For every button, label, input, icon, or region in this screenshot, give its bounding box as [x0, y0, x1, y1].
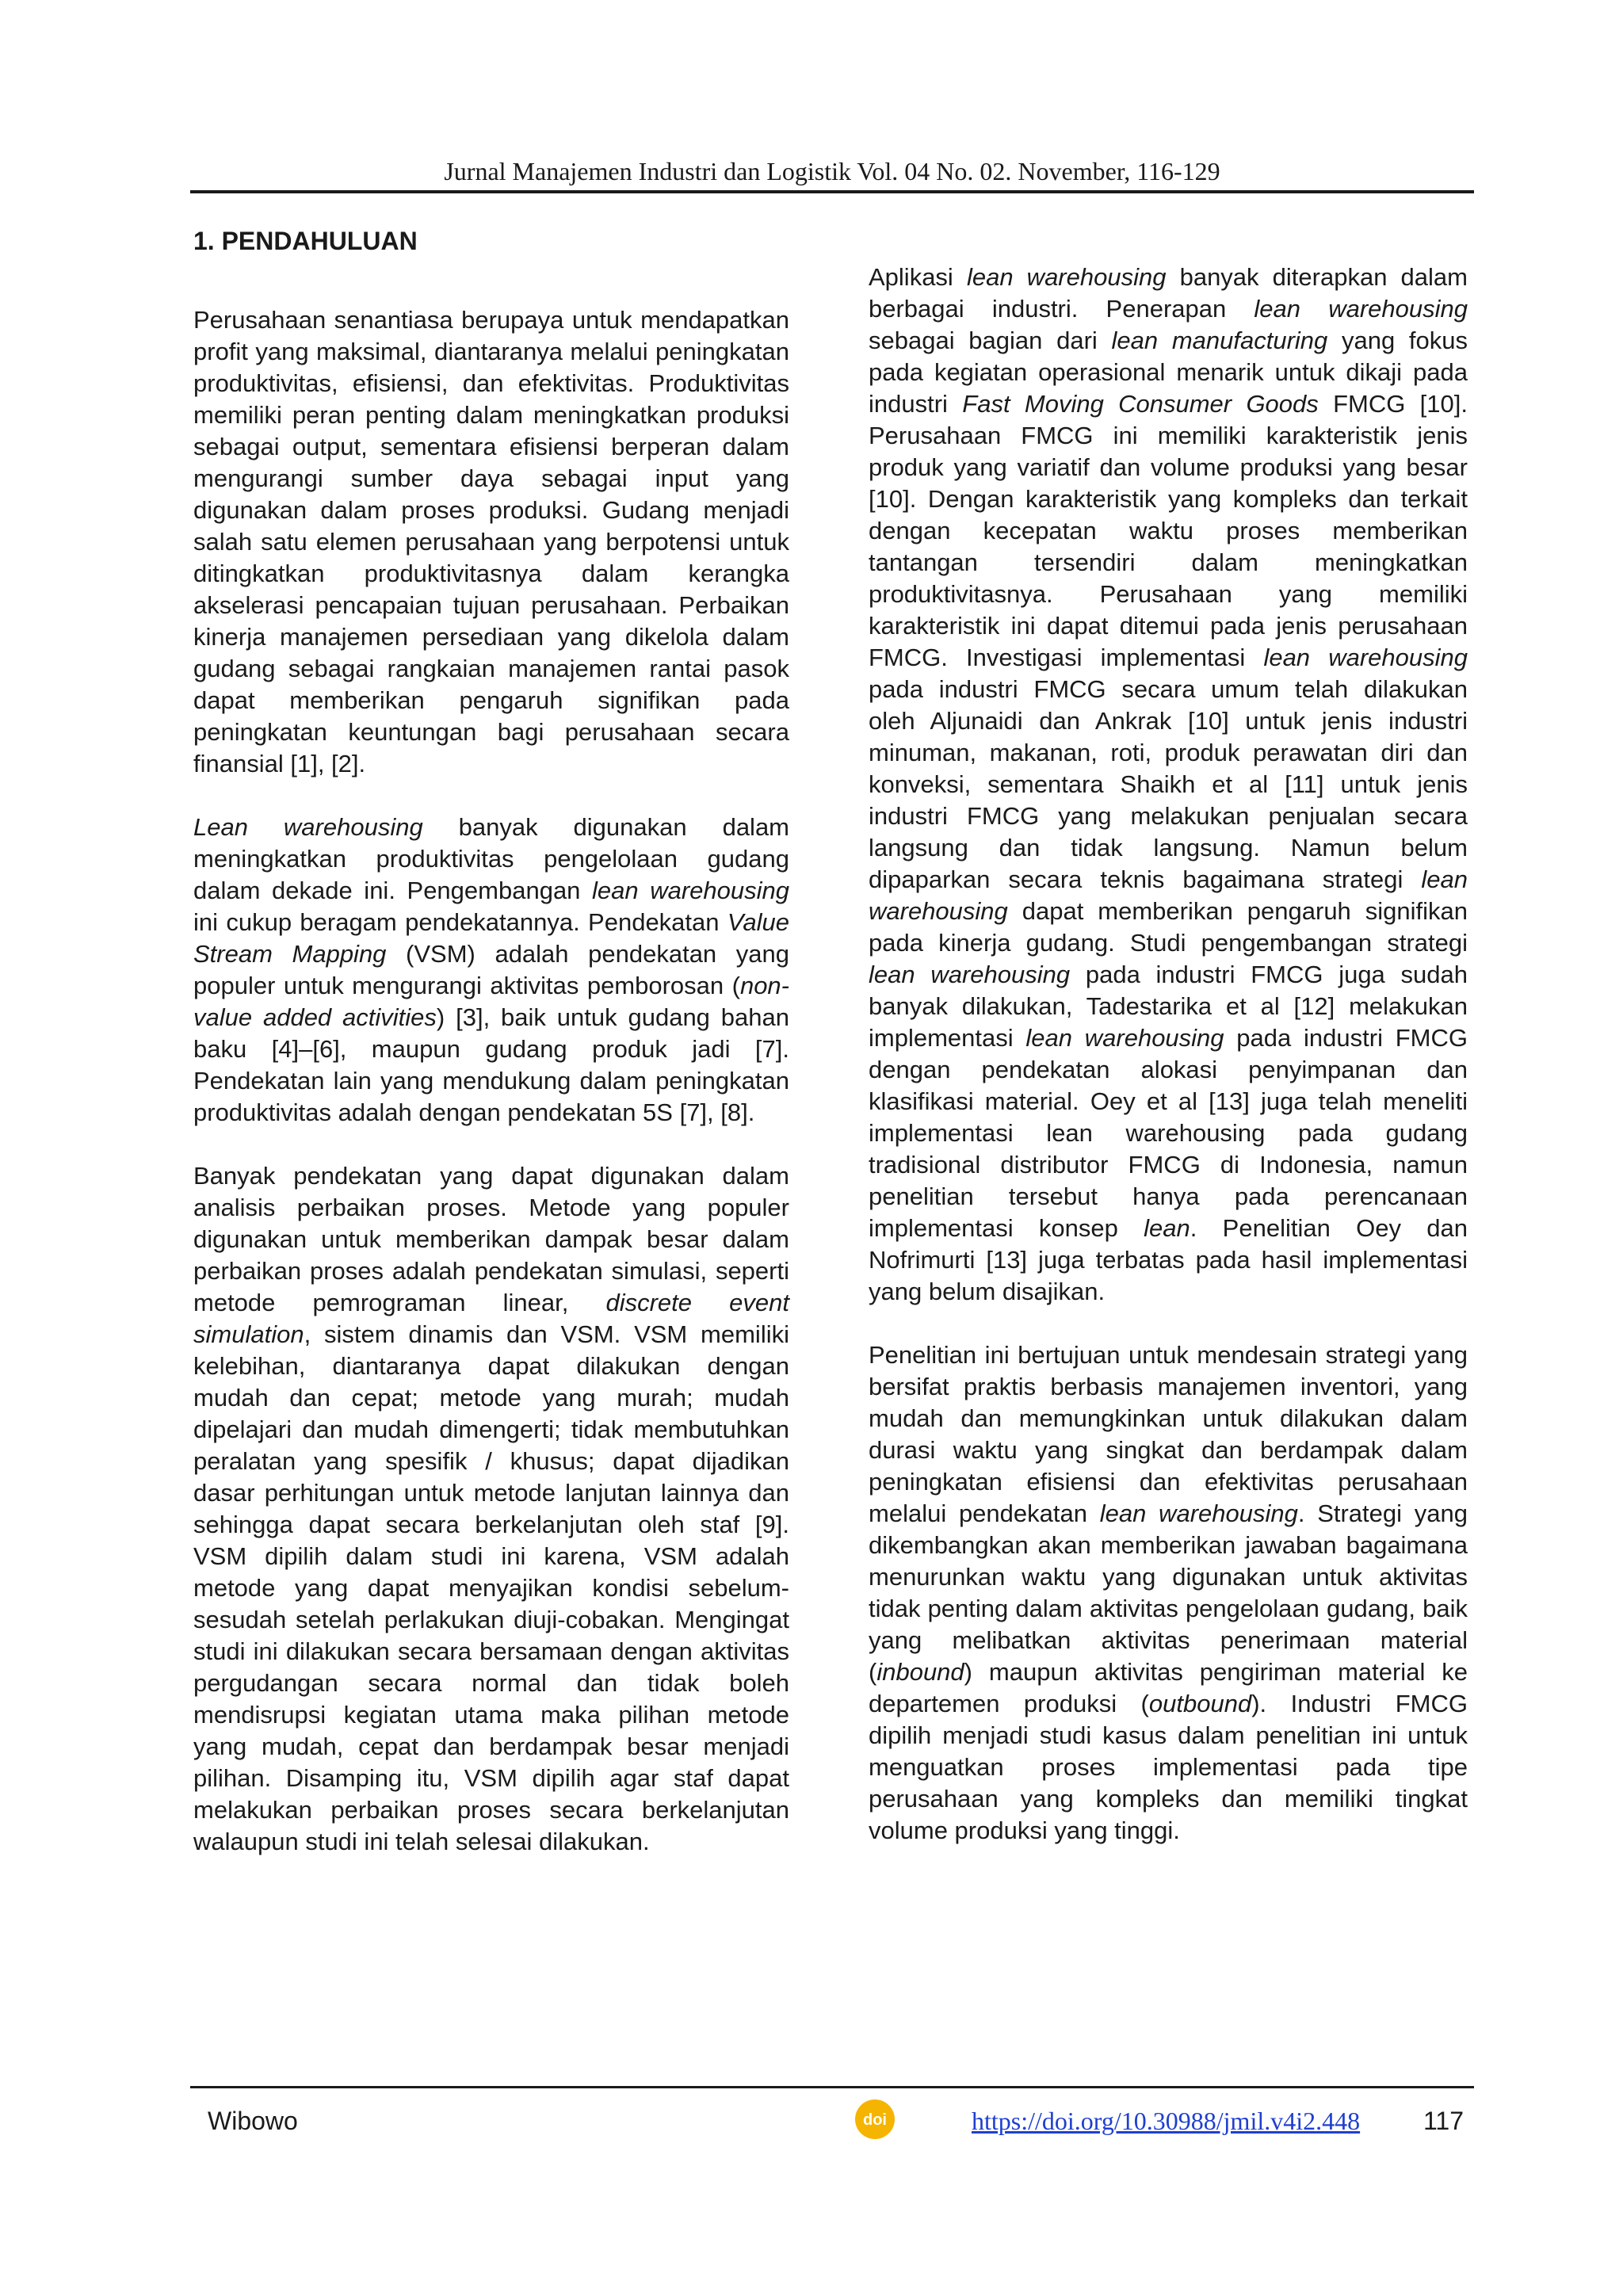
paragraph-5: Penelitian ini bertujuan untuk mendesain strategi yang bersifat praktis berbasis manajemen inventori, yang mudah dan memungkinkan untuk dilakukan dalam durasi waktu yang singkat dan berdampak dalam peningkatan efisiensi dan efektivitas perusahaan melalui pendekatan lean warehousing. Strategi yang dikembangkan akan memberikan jawaban bagaimana menurunkan waktu yang digunakan untuk aktivitas tidak penting dalam aktivitas pengelolaan gudang, baik yang melibatkan aktivitas penerimaan material (inbound) maupun aktivitas pengiriman material ke departemen produksi (outbound). Industri FMCG dipilih menjadi studi kasus dalam penelitian ini untuk menguatkan proses implementasi pada tipe perusahaan yang kompleks dan memiliki tingkat volume produksi yang tinggi. [869, 1341, 1468, 1844]
journal-header: Jurnal Manajemen Industri dan Logistik Vol. 04 No. 02. November, 116-129 [444, 157, 1220, 185]
section-heading: 1. PENDAHULUAN [193, 227, 418, 255]
paragraph-4: Aplikasi lean warehousing banyak diterapkan dalam berbagai industri. Penerapan lean warehousing sebagai bagian dari lean manufacturing yang fokus pada kegiatan operasional menarik untuk dikaji pada industri Fast Moving Consumer Goods FMCG [10]. Perusahaan FMCG ini memiliki karakteristik jenis produk yang variatif dan volume produksi yang besar [10]. Dengan karakteristik yang kompleks dan terkait dengan kecepatan waktu proses memberikan tantangan tersendiri dalam meningkatkan produktivitasnya. Perusahaan yang memiliki karakteristik ini dapat ditemui pada jenis perusahaan FMCG. Investigasi implementasi lean warehousing pada industri FMCG secara umum telah dilakukan oleh Aljunaidi dan Ankrak [10] untuk jenis industri minuman, makanan, roti, produk perawatan diri dan konveksi, sementara Shaikh et al [11] untuk jenis industri FMCG yang melakukan penjualan secara langsung dan tidak langsung. Namun belum dipaparkan secara teknis bagaimana strategi lean warehousing dapat memberikan pengaruh signifikan pada kinerja gudang. Studi pengembangan strategi lean warehousing pada industri FMCG juga sudah banyak dilakukan, Tadestarika et al [12] melakukan implementasi lean warehousing pada industri FMCG dengan pendekatan alokasi penyimpanan dan klasifikasi material. Oey et al [13] juga telah meneliti implementasi lean warehousing pada gudang tradisional distributor FMCG di Indonesia, namun penelitian tersebut hanya pada perencanaan implementasi konsep lean. Penelitian Oey dan Nofrimurti [13] juga terbatas pada hasil implementasi yang belum disajikan. [869, 263, 1468, 1305]
svg-text:doi: doi [863, 2111, 887, 2129]
doi-logo-icon [854, 2099, 896, 2140]
footer-divider [190, 2086, 1474, 2088]
doi-link[interactable]: https://doi.org/10.30988/jmil.v4i2.448 [972, 2107, 1361, 2135]
paragraph-2: Lean warehousing banyak digunakan dalam meningkatkan produktivitas pengelolaan gudang dalam dekade ini. Pengembangan lean warehousing ini cukup beragam pendekatannya. Pendekatan Value Stream Mapping (VSM) adalah pendekatan yang populer untuk mengurangi aktivitas pemborosan (non-value added activities) [3], baik untuk gudang bahan baku [4]–[6], maupun gudang produk jadi [7]. Pendekatan lain yang mendukung dalam peningkatan produktivitas adalah dengan pendekatan 5S [7], [8]. [193, 813, 790, 1126]
footer-author: Wibowo [208, 2107, 298, 2135]
paragraph-1: Perusahaan senantiasa berupaya untuk mendapatkan profit yang maksimal, diantaranya melalui peningkatan produktivitas, efisiensi, dan efektivitas. Produktivitas memiliki peran penting dalam meningkatkan produksi sebagai output, sementara efisiensi berperan dalam mengurangi sumber daya sebagai input yang digunakan dalam proses produksi. Gudang menjadi salah satu elemen perusahaan yang berpotensi untuk ditingkatkan produktivitasnya dalam kerangka akselerasi pencapaian tujuan perusahaan. Perbaikan kinerja manajemen persediaan yang dikelola dalam gudang sebagai rangkaian manajemen rantai pasok dapat memberikan pengaruh signifikan pada peningkatan keuntungan bagi perusahaan secara finansial [1], [2]. [193, 306, 789, 777]
left-column [193, 225, 789, 1889]
header-divider [190, 190, 1474, 193]
page-number: 117 [1423, 2107, 1465, 2135]
paragraph-3: Banyak pendekatan yang dapat digunakan dalam analisis perbaikan proses. Metode yang populer digunakan untuk memberikan dampak besar dalam perbaikan proses adalah pendekatan simulasi, seperti metode pemrograman linear, discrete event simulation, sistem dinamis dan VSM. VSM memiliki kelebihan, diantaranya dapat dilakukan dengan mudah dan cepat; metode yang murah; mudah dipelajari dan mudah dimengerti; tidak membutuhkan peralatan yang spesifik / khusus; dapat dijadikan dasar perhitungan untuk metode lanjutan lainnya dan sehingga dapat secara berkelanjutan oleh staf [9]. VSM dipilih dalam studi ini karena, VSM adalah metode yang dapat menyajikan kondisi sebelum-sesudah setelah perlakukan diuji-cobakan. Mengingat studi ini dilakukan secara bersamaan dengan aktivitas pergudangan secara normal dan tidak boleh mendisrupsi kegiatan utama maka pilihan metode yang mudah, cepat dan berdampak besar menjadi pilihan. Disamping itu, VSM dipilih agar staf dapat melakukan perbaikan proses secara berkelanjutan walaupun studi ini telah selesai dilakukan. [193, 1162, 789, 1855]
right-column [869, 262, 1468, 1878]
